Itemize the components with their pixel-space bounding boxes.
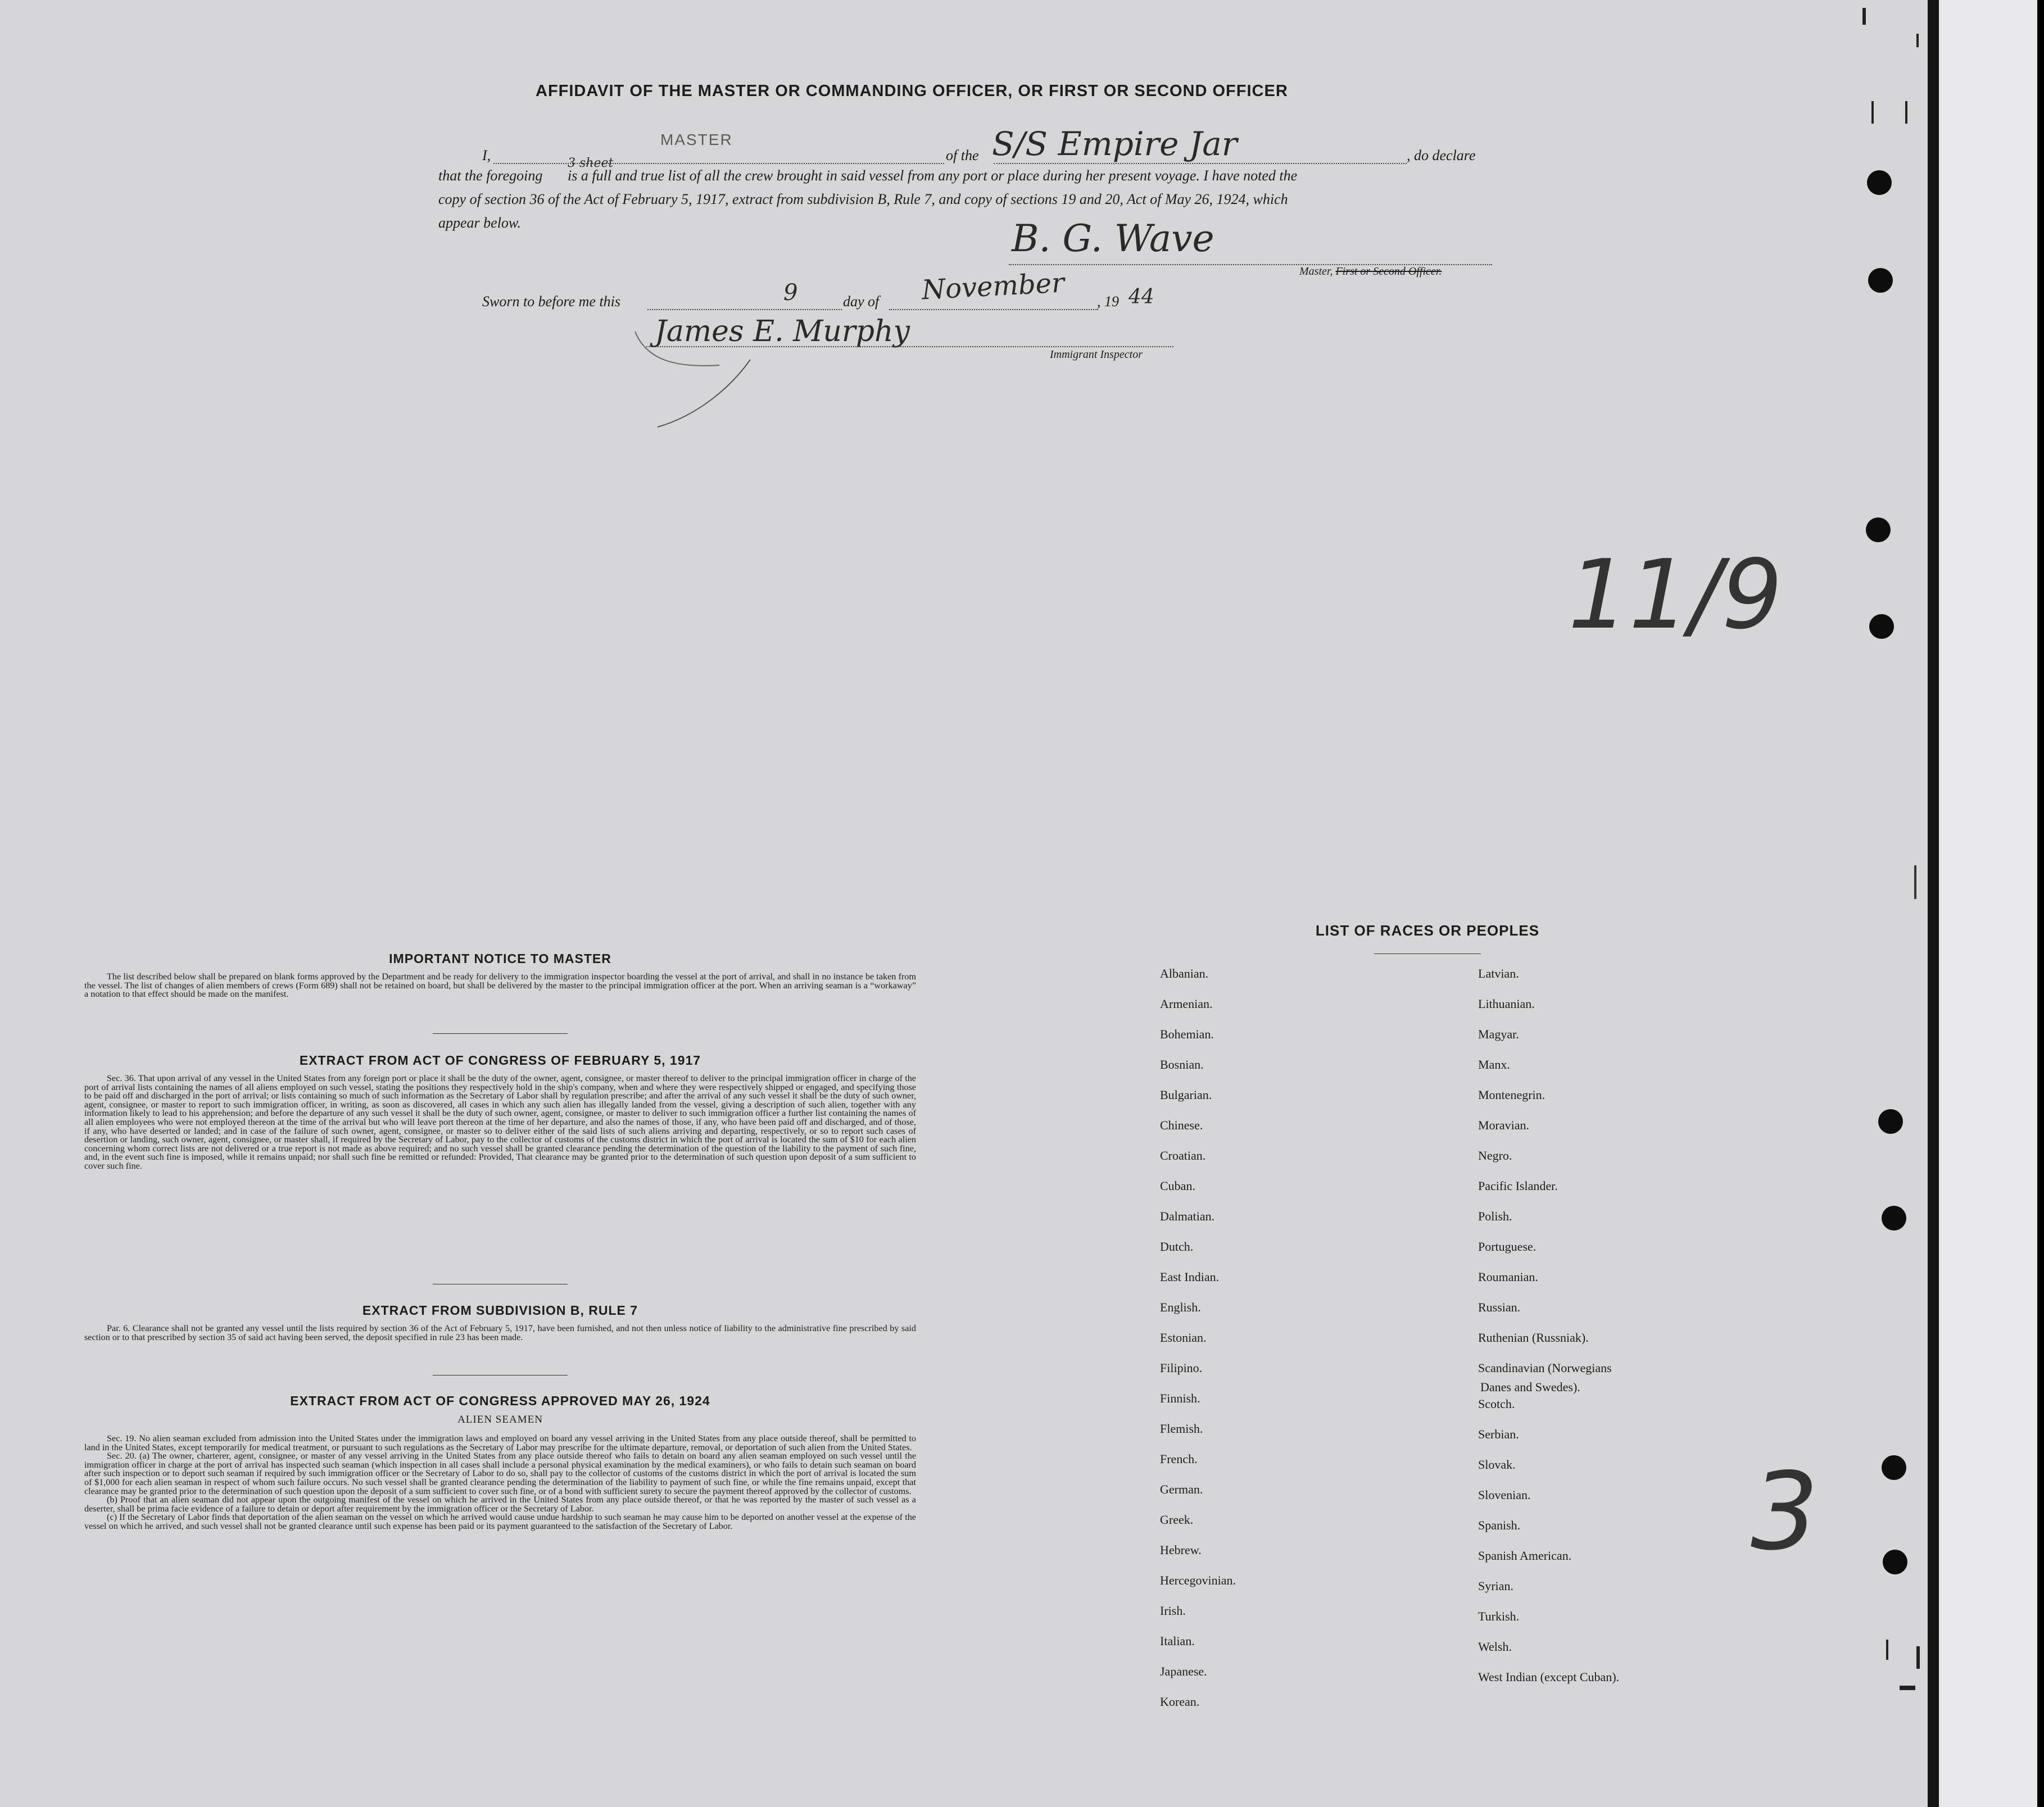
scan-speck (1871, 101, 1874, 124)
race-item: Spanish. (1478, 1518, 1521, 1532)
scan-speck (1916, 34, 1919, 47)
race-item: Finnish. (1160, 1391, 1200, 1405)
races-title: LIST OF RACES OR PEOPLES (1315, 922, 1540, 939)
race-item: Latvian. (1478, 966, 1519, 980)
race-item: Chinese. (1160, 1118, 1203, 1132)
scan-speck (1886, 1640, 1888, 1660)
ink-stroke (658, 360, 750, 427)
race-item: Scotch. (1478, 1397, 1515, 1411)
race-item: Moravian. (1478, 1118, 1530, 1132)
master-stamp: MASTER (660, 131, 733, 148)
race-item: Irish. (1160, 1604, 1186, 1618)
scan-speck (1905, 101, 1907, 124)
of-the-label: of the (946, 147, 979, 164)
margin-date-handwritten: 11/9 (1568, 539, 1783, 651)
race-item: Greek. (1160, 1513, 1194, 1527)
race-item: Croatian. (1160, 1148, 1206, 1163)
race-item: Montenegrin. (1478, 1088, 1546, 1102)
sec20b-paragraph: (b) Proof that an alien seaman did not appear upon the outgoing manifest of the vessel on which he arrived in the United States from any place outside thereof, or that he was reported by the master of such vessel as a deserter, shall be prima facie evidence of a failure to detain or deport after requirement by the immigration officer or the Secretary of Labor. (84, 1495, 916, 1514)
scan-speck (1862, 8, 1866, 25)
race-item: Albanian. (1160, 966, 1209, 980)
inspector-caption: Immigrant Inspector (1050, 348, 1143, 361)
master-signature: B. G. Wave (1012, 217, 1214, 260)
sec19-paragraph: Sec. 19. No alien seaman excluded from admission into the United States under the immigration laws and employed on board any vessel arriving in the United States from any place outside thereof, shall be permitted to land in the United States, except temporarily for medical treatment, or pursuant to such regulations as the Secretary of Labor may prescribe for the ultimate departure, removal, or deportation of such alien from the United States. (84, 1433, 916, 1452)
race-item: Pacific Islander. (1478, 1179, 1558, 1193)
struck-officer-caption: First or Second Officer. (1335, 265, 1442, 278)
race-item: Syrian. (1478, 1579, 1513, 1593)
rule7-title: EXTRACT FROM SUBDIVISION B, RULE 7 (362, 1303, 638, 1318)
par6-paragraph: Par. 6. Clearance shall not be granted any vessel until the lists required by section 36 of the Act of February 5, 1917, have been furnished, and not then unless notice of liability to the administrative fine prescribed by said section or to that prescribed by section 35 of said act having been served, the deposit specified in rule 23 has been made. (84, 1323, 916, 1342)
inspector-signature: James E. Murphy (655, 315, 910, 348)
race-item: Slovenian. (1478, 1488, 1531, 1502)
sec20c-paragraph: (c) If the Secretary of Labor finds that deportation of the alien seaman on the vessel on which he arrived would cause undue hardship to such seaman he may cause him to be deported on another vessel at the expense of the vessel on which he arrived, and such vessel shall not be granted clearance until such expense has been paid or its payment guaranteed to the satisfaction of the Secretary of Labor. (84, 1512, 916, 1531)
race-item: Flemish. (1160, 1422, 1203, 1436)
race-item: Ruthenian (Russniak). (1478, 1331, 1589, 1345)
race-item: Welsh. (1478, 1640, 1512, 1654)
race-item: Lithuanian. (1478, 997, 1535, 1011)
extract-1917-title: EXTRACT FROM ACT OF CONGRESS OF FEBRUARY 5, 1917 (299, 1053, 701, 1068)
sheet-count-handwritten: 3 sheet (568, 156, 614, 170)
race-item: Serbian. (1478, 1427, 1519, 1441)
ink-stroke (635, 332, 719, 366)
race-item: Bosnian. (1160, 1057, 1204, 1072)
race-item: Spanish American. (1478, 1549, 1572, 1563)
master-caption-label: Master, (1299, 265, 1336, 278)
race-item: East Indian. (1160, 1270, 1220, 1284)
affidavit-line2-text: is a full and true list of all the crew brought in said vessel from any port or place during her present voyage. I have noted the (568, 167, 1298, 184)
day-of-label: day of (843, 293, 880, 310)
year-prefix: , 19 (1097, 293, 1119, 310)
alien-seamen-subtitle: ALIEN SEAMEN (457, 1414, 543, 1425)
race-item: Cuban. (1160, 1179, 1195, 1193)
race-item: Bulgarian. (1160, 1088, 1212, 1102)
race-item: French. (1160, 1452, 1198, 1466)
race-item: Hebrew. (1160, 1543, 1202, 1557)
page-number-handwritten: 3 (1751, 1450, 1819, 1574)
race-item: German. (1160, 1482, 1203, 1496)
race-item: Hercegovinian. (1160, 1573, 1236, 1587)
race-item: Roumanian. (1478, 1270, 1538, 1284)
affidavit-i-label: I, (482, 147, 491, 164)
race-item: West Indian (except Cuban). (1478, 1670, 1620, 1684)
scan-speck (1916, 1646, 1920, 1669)
race-item: Japanese. (1160, 1664, 1207, 1678)
race-item: Polish. (1478, 1209, 1512, 1223)
race-item: Magyar. (1478, 1027, 1519, 1041)
scan-speck (1914, 865, 1916, 899)
race-item: Portuguese. (1478, 1240, 1537, 1254)
day-handwritten: 9 (783, 280, 798, 306)
affidavit-line2-start: that the foregoing (438, 167, 543, 184)
race-item: Dutch. (1160, 1240, 1194, 1254)
extract-1924-title: EXTRACT FROM ACT OF CONGRESS APPROVED MAY 26, 1924 (290, 1393, 710, 1408)
race-item: Scandinavian (Norwegians (1478, 1361, 1612, 1375)
race-item: Slovak. (1478, 1458, 1516, 1472)
month-handwritten: November (921, 267, 1066, 306)
race-item: Korean. (1160, 1695, 1200, 1709)
section-36-paragraph: Sec. 36. That upon arrival of any vessel in the United States from any foreign port or place it shall be the duty of the owner, agent, consignee, or master thereof to deliver to the principal immigration officer in charge of the port of arrival lists containing the names of all aliens employed on such vessel, stating the positions they respectively hold in the ship's company, when and where they were respectively shipped or engaged, and specifying those to be paid off and discharged in the port of arrival; or lists containing so much of such information as the Secretary of Labor shall by regulation prescribe; and after the arrival of any such vessel it shall be the duty of such owner, agent, consignee, or master to report to such immigration officer, in writing, as soon as discovered, all cases in which any such alien has illegally landed from the vessel, giving a description of such alien, together with any information likely to lead to his apprehension; and before the departure of any such vessel it shall be the duty of such owner, agent, consignee, or master to deliver to such immigration officer a further list containing the names of all alien employees who were not employed thereon at the time of the arrival but who will leave port thereon at the time of her departure, and also the names of those, if any, who have been paid off and discharged, and of those, if any, who have deserted or landed; and in case of the failure of such owner, agent, consignee, or master so to deliver either of the said lists of such aliens arriving and departing, respectively, or so to report such cases of desertion or landing, such owner, agent, consignee, or master shall, if required by the Secretary of Labor, pay to the collector of customs of the customs district in which the port of arrival is located the sum of $10 for each alien concerning whom correct lists are not delivered or a true report is not made as above required; and no such vessel shall be granted clearance pending the determination of the question of the liability to the payment of such fine, and, in the event such fine is imposed, while it remains unpaid; nor shall such fine be remitted or refunded: Provided, That clearance may be granted prior to the determination of such question upon deposit of a sum sufficient to cover such fine. (84, 1073, 916, 1171)
year-handwritten: 44 (1128, 285, 1154, 308)
race-item: Filipino. (1160, 1361, 1203, 1375)
race-item: Estonian. (1160, 1331, 1207, 1345)
race-item: Danes and Swedes). (1480, 1380, 1580, 1394)
race-item: Negro. (1478, 1148, 1512, 1163)
vessel-name-handwritten: S/S Empire Jar (992, 125, 1238, 163)
notice-title: IMPORTANT NOTICE TO MASTER (389, 951, 611, 966)
sec20a-paragraph: Sec. 20. (a) The owner, charterer, agent, consignee, or master of any vessel arriving in the United States from any place outside thereof who fails to detain on board any alien seaman employed on such vessel until the immigration officer in charge at the port of arrival has inspected such seaman (which inspection in all cases shall include a personal physical examination by the medical examiners), or who fails to detain such seaman on board after such inspection or to deport such seaman if required by such immigration officer or the Secretary of Labor to do so, shall pay to the collector of customs of the customs district in which the port of arrival is located the sum of $1,000 for each alien seaman in respect of whom such failure occurs. No such vessel shall be granted clearance pending the determination of the liability to payment of such fine, or while the fine remains unpaid, except that clearance may be granted prior to the determination of such question upon the deposit of a sum sufficient to cover such fine, or of a bond with sufficient surety to secure the payment thereof approved by the collector of customs. (84, 1451, 916, 1496)
race-item: Italian. (1160, 1634, 1195, 1648)
race-item: Dalmatian. (1160, 1209, 1215, 1223)
race-item: English. (1160, 1300, 1201, 1314)
sworn-label: Sworn to before me this (482, 293, 621, 310)
do-declare-label: , do declare (1407, 147, 1476, 164)
notice-paragraph: The list described below shall be prepared on blank forms approved by the Department and be ready for delivery to the immigration inspector boarding the vessel at the port of arrival, and shall in no instance be taken from the vessel. The list of changes of alien members of crews (Form 689) shall not be retained on board, but shall be delivered by the master to the principal immigration officer at the port. When an arriving seaman is a “workaway” a notation to that effect should be made on the manifest. (84, 971, 916, 1000)
race-item: Manx. (1478, 1057, 1510, 1072)
affidavit-line3-text: copy of section 36 of the Act of February 5, 1917, extract from subdivision B, Rule 7, and copy of sections 19 and 20, Act of May 26, 1924, which (438, 191, 1288, 207)
scan-speck (1900, 1686, 1915, 1690)
affidavit-title: AFFIDAVIT OF THE MASTER OR COMMANDING OFFICER, OR FIRST OR SECOND OFFICER (536, 82, 1288, 100)
affidavit-line4-text: appear below. (438, 215, 521, 231)
race-item: Bohemian. (1160, 1027, 1214, 1041)
race-item: Armenian. (1160, 997, 1213, 1011)
race-item: Russian. (1478, 1300, 1521, 1314)
race-item: Turkish. (1478, 1609, 1520, 1623)
